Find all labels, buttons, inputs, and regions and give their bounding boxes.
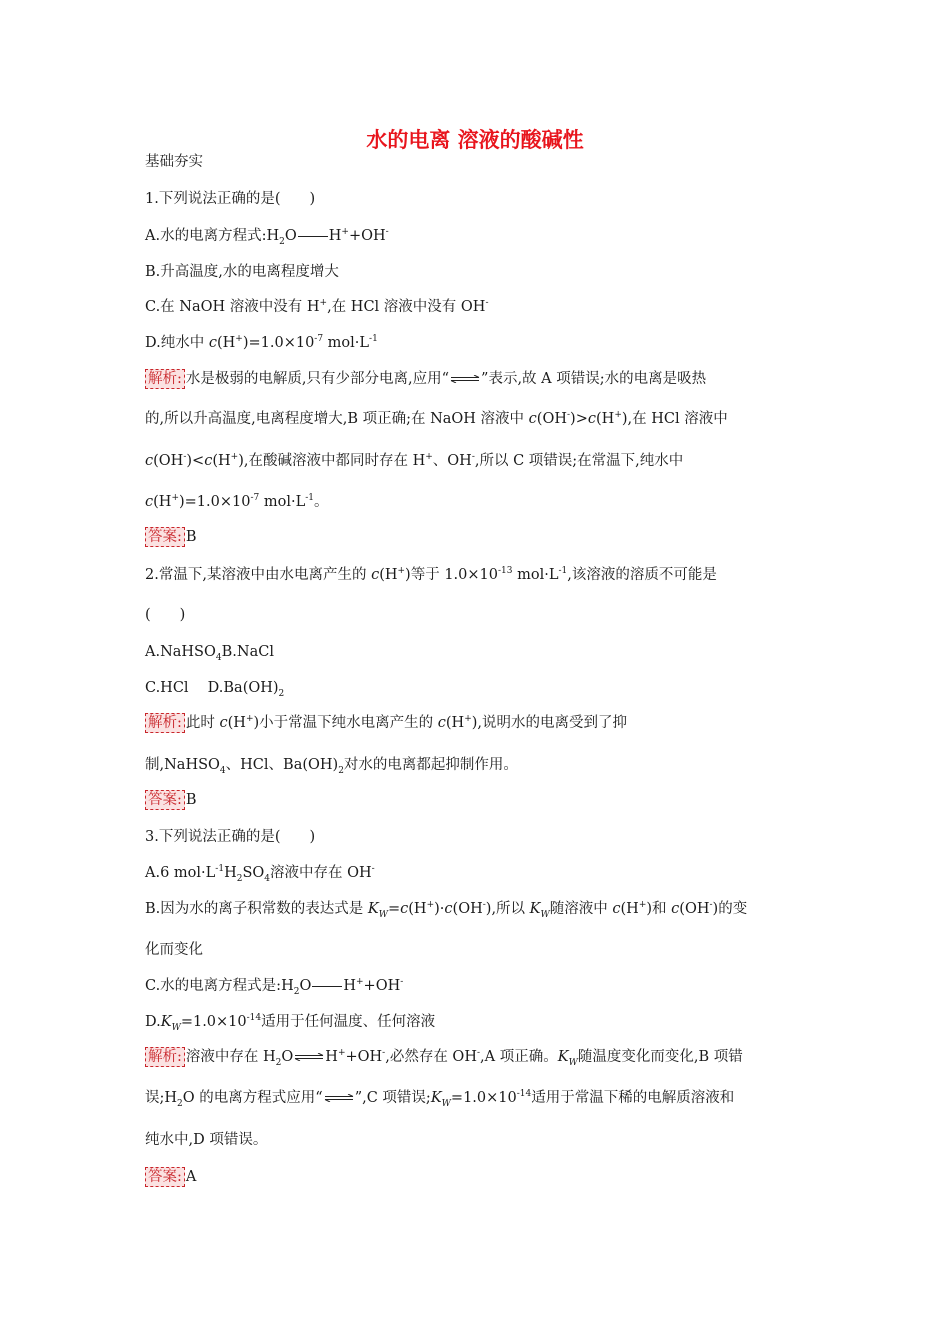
question-3-analysis-line-3: 纯水中,D 项错误。 [145,1132,268,1148]
question-3-option-b: B.因为水的离子积常数的表达式是 $K_W=c(H^+)\cdot c(OH^-)$,所以 $K_W$随溶液中 c(H+)和 c(OH-)的变 [145,900,748,920]
question-3-analysis-line-2: 误$;H_2O$ 的电离方程式应用“ ”,C 项错误$;K_W=1.0\times 10^{-14}$适用于常温下稀的电解质溶液和 [145,1089,735,1109]
question-1-stem: 1.下列说法正确的是( ) [145,191,316,207]
question-3-option-c: C.水的电离方程式是$:H_2O$ H++OH- [145,977,404,997]
question-1-analysis-line-3: c(OH-)<c(H+),在酸碱溶液中都同时存在 H+、OH-,所以 C 项错误;在常温下,纯水中 [145,452,684,469]
equilibrium-arrow-icon [294,1053,324,1061]
question-2-options-ab: A.NaHSO$_4$B.NaCl [145,644,274,663]
question-3-option-a: A.6 $mol\cdot L^{-1}H_2SO_4$溶液中存在 OH- [145,864,375,884]
analysis-tag: 解析: [145,369,185,389]
equilibrium-arrow-icon [450,375,480,383]
question-1-option-d: D.纯水中 $c(H^+)=1.0\times 10^{-7}$ $mol\cdot L^{-1}$ [145,334,378,351]
question-3-answer: 答案: A [145,1167,820,1187]
answer-tag: 答案: [145,527,185,547]
answer-tag: 答案: [145,790,185,810]
question-1-answer: 答案: B [145,527,820,547]
single-arrow-icon [298,236,328,237]
analysis-tag: 解析: [145,1047,185,1067]
question-1-option-c: C.在 NaOH 溶液中没有 H+,在 HCl 溶液中没有 OH- [145,298,489,315]
question-1-option-a: A.水的电离方程式$:H_2O$ H++OH- [145,227,389,247]
question-1-analysis-line-4: $c(H^+)=1.0\times 10^{-7}$ $mol\cdot L^{-1}$。 [145,493,329,510]
answer-tag: 答案: [145,1167,185,1187]
single-arrow-icon [312,986,342,987]
question-3-stem: 3.下列说法正确的是( ) [145,829,316,845]
question-3-analysis-line-1: 解析: 溶液中存在 $H_2O$ H++OH-,必然存在 OH-,A 项正确。$K_W$随温度变化而变化,B 项错 [145,1047,820,1067]
question-1-option-b: B.升高温度,水的电离程度增大 [145,264,339,280]
question-2-analysis-line-2: 制,NaHSO$_4$、HCl、$Ba(OH)_2$对水的电离都起抑制作用。 [145,757,518,776]
question-2-analysis-line-1: 解析: 此时 c(H+)小于常温下纯水电离产生的 c(H+),说明水的电离受到了抑 [145,713,820,733]
question-2-options-cd: C.HCl $D.Ba(OH)_2$ [145,680,285,699]
equilibrium-arrow-icon [324,1094,354,1102]
page-title: 水的电离 溶液的酸碱性 [366,128,584,152]
question-2-stem: 2.常温下,某溶液中由水电离产生的 c(H+)等于 $1.0\times 10^{-13}$ $mol\cdot L^{-1}$,该溶液的溶质不可能是 [145,566,717,583]
analysis-tag: 解析: [145,713,185,733]
question-2-stem-paren: ( ) [145,607,186,623]
question-1-analysis-line-1: 解析: 水是极弱的电解质,只有少部分电离,应用“ ”表示,故 A 项错误;水的电离是吸热 [145,369,820,389]
question-3-option-d: $D.K_W=1.0\times 10^{-14}$适用于任何温度、任何溶液 [145,1013,436,1033]
question-2-answer: 答案: B [145,790,820,810]
section-heading: 基础夯实 [145,154,203,170]
question-3-option-b-cont: 化而变化 [145,942,203,958]
question-1-analysis-line-2: 的,所以升高温度,电离程度增大,B 项正确;在 NaOH 溶液中 c(OH-)>c(H+),在 HCl 溶液中 [145,410,728,427]
